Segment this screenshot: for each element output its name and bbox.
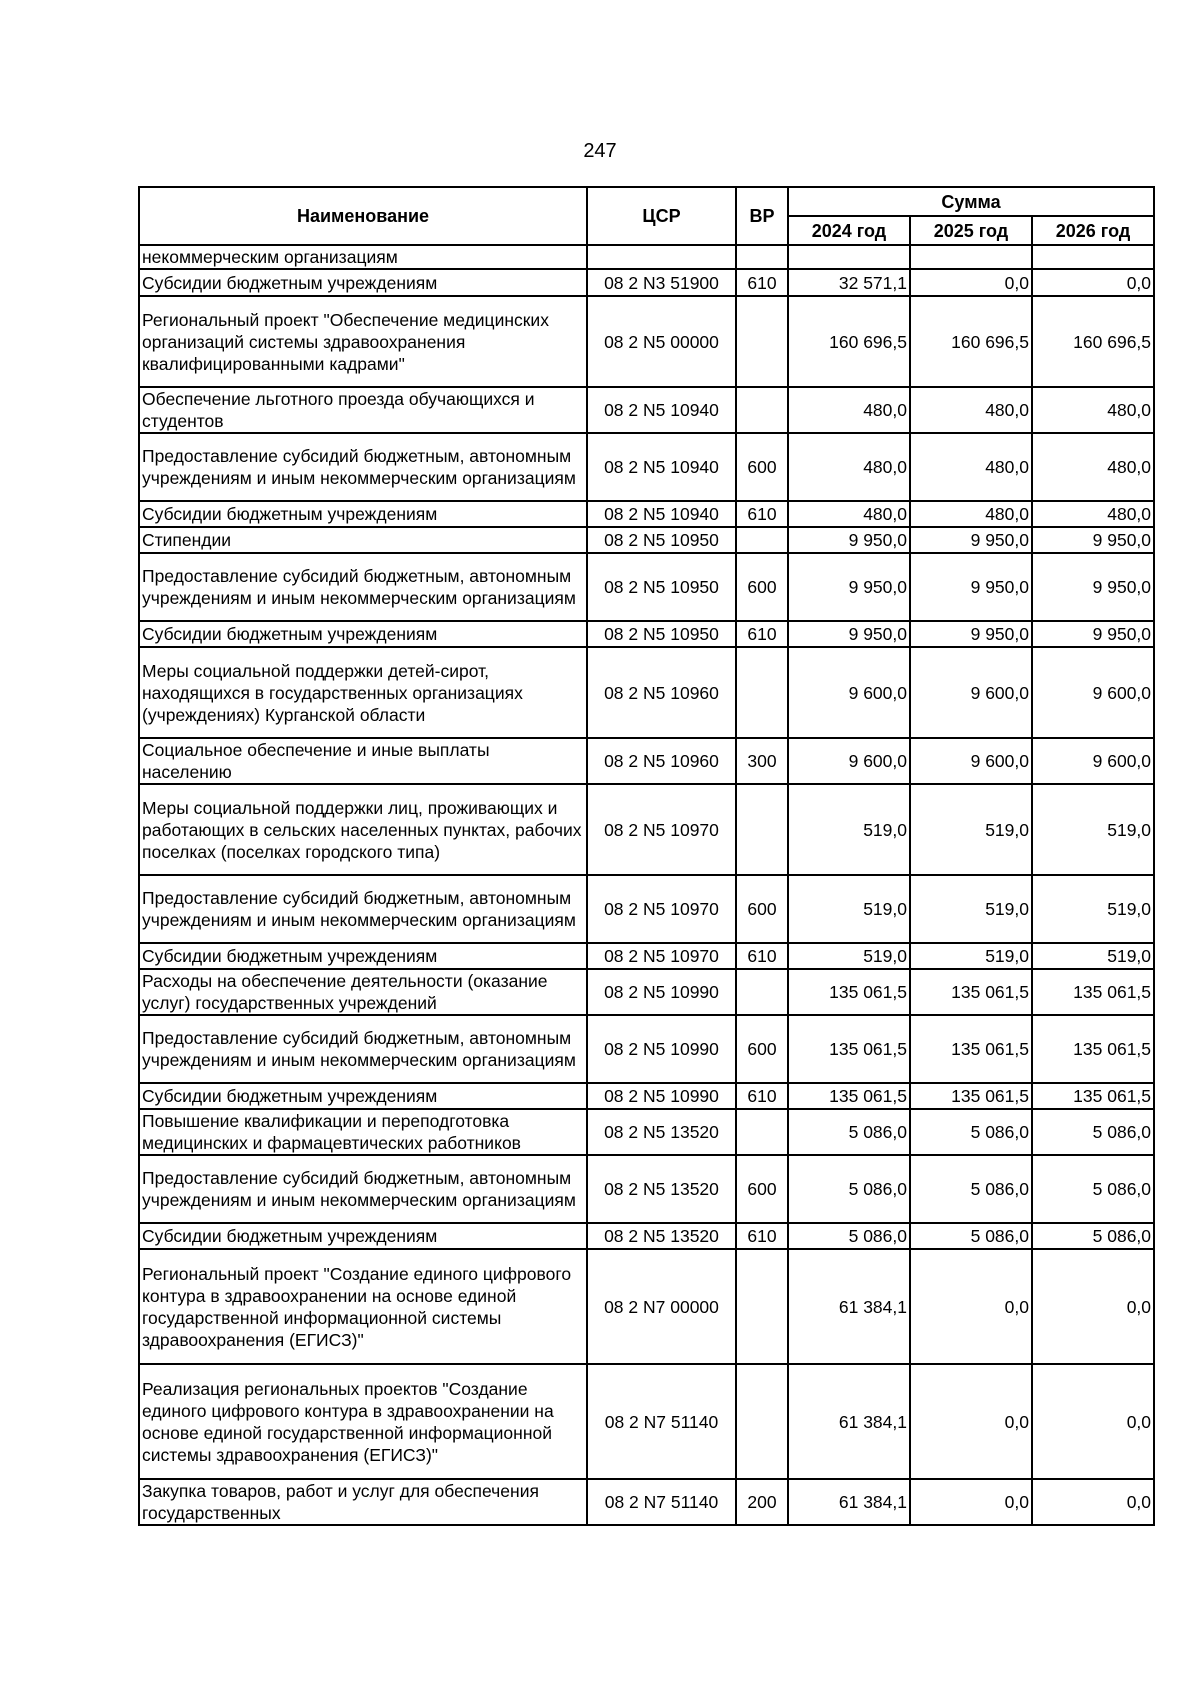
table-row [139,621,1154,647]
row-2026-cell: 9 600,0 [1032,738,1154,784]
table-body [139,245,1154,1525]
row-vr-cell: 600 [736,553,788,621]
row-2024-cell: 5 086,0 [788,1155,910,1223]
row-2026-cell: 519,0 [1032,784,1154,875]
header-2024: 2024 год [788,216,910,245]
header-sum: Сумма [788,187,1154,216]
row-2024-cell: 9 600,0 [788,647,910,738]
row-csr-cell: 08 2 N5 10990 [587,1015,736,1083]
row-name-cell: Меры социальной поддержки лиц, проживающих и работающих в сельских населенных пунктах, рабочих поселках (поселках городского типа) [139,784,587,875]
row-2025-cell: 9 600,0 [910,647,1032,738]
row-2024-cell: 135 061,5 [788,969,910,1015]
row-vr-cell: 610 [736,621,788,647]
row-2025-cell: 519,0 [910,784,1032,875]
row-2024-cell: 519,0 [788,943,910,969]
row-2025-cell: 135 061,5 [910,969,1032,1015]
row-2025-cell: 0,0 [910,1479,1032,1525]
table-row [139,1109,1154,1155]
row-2024-cell: 61 384,1 [788,1249,910,1364]
row-2024-cell: 135 061,5 [788,1015,910,1083]
row-2024-cell: 61 384,1 [788,1479,910,1525]
row-vr-cell: 610 [736,501,788,527]
row-csr-cell: 08 2 N7 51140 [587,1364,736,1479]
row-2024-cell: 9 950,0 [788,553,910,621]
table-row [139,647,1154,738]
row-2024-cell: 480,0 [788,501,910,527]
row-vr-cell [736,784,788,875]
row-vr-cell: 610 [736,1083,788,1109]
row-name-cell: Закупка товаров, работ и услуг для обеспечения государственных [139,1479,587,1525]
row-name-cell: Реализация региональных проектов "Создание единого цифрового контура в здравоохранении на основе единой государственной информационной системы здравоохранения (ЕГИСЗ)" [139,1364,587,1479]
header-2025: 2025 год [910,216,1032,245]
row-csr-cell: 08 2 N5 10950 [587,553,736,621]
row-2025-cell: 480,0 [910,501,1032,527]
row-csr-cell: 08 2 N5 10950 [587,621,736,647]
row-vr-cell [736,527,788,553]
table-row [139,245,1154,269]
row-2024-cell [788,245,910,269]
row-csr-cell: 08 2 N5 13520 [587,1155,736,1223]
row-vr-cell [736,296,788,387]
row-csr-cell: 08 2 N7 51140 [587,1479,736,1525]
table-row [139,943,1154,969]
row-vr-cell: 610 [736,1223,788,1249]
row-csr-cell: 08 2 N5 10970 [587,784,736,875]
table-row [139,1015,1154,1083]
row-vr-cell: 200 [736,1479,788,1525]
row-2026-cell: 0,0 [1032,1479,1154,1525]
table-row [139,875,1154,943]
row-2024-cell: 480,0 [788,433,910,501]
row-name-cell: Социальное обеспечение и иные выплаты населению [139,738,587,784]
row-2026-cell: 160 696,5 [1032,296,1154,387]
row-2025-cell: 5 086,0 [910,1155,1032,1223]
row-csr-cell: 08 2 N5 10940 [587,501,736,527]
row-vr-cell [736,1249,788,1364]
row-2025-cell: 135 061,5 [910,1015,1032,1083]
row-2026-cell: 135 061,5 [1032,1083,1154,1109]
row-2025-cell: 5 086,0 [910,1223,1032,1249]
row-2026-cell: 9 950,0 [1032,553,1154,621]
row-vr-cell [736,245,788,269]
row-2024-cell: 5 086,0 [788,1109,910,1155]
table-row [139,433,1154,501]
table-row [139,527,1154,553]
table-row [139,1155,1154,1223]
row-vr-cell: 610 [736,269,788,296]
header-csr: ЦСР [587,187,736,245]
row-vr-cell: 600 [736,1155,788,1223]
row-name-cell: Субсидии бюджетным учреждениям [139,1083,587,1109]
row-csr-cell: 08 2 N5 10960 [587,738,736,784]
row-2026-cell: 5 086,0 [1032,1109,1154,1155]
row-name-cell: Субсидии бюджетным учреждениям [139,501,587,527]
row-vr-cell: 600 [736,433,788,501]
row-csr-cell: 08 2 N5 10950 [587,527,736,553]
row-2024-cell: 32 571,1 [788,269,910,296]
row-name-cell: Предоставление субсидий бюджетным, автономным учреждениям и иным некоммерческим организациям [139,1155,587,1223]
row-2026-cell: 9 600,0 [1032,647,1154,738]
row-vr-cell: 300 [736,738,788,784]
row-name-cell: Обеспечение льготного проезда обучающихся и студентов [139,387,587,433]
row-name-cell: Субсидии бюджетным учреждениям [139,621,587,647]
row-2025-cell: 160 696,5 [910,296,1032,387]
row-csr-cell: 08 2 N7 00000 [587,1249,736,1364]
row-vr-cell [736,1364,788,1479]
table-row [139,1479,1154,1525]
row-2025-cell: 9 950,0 [910,527,1032,553]
row-csr-cell: 08 2 N5 10970 [587,875,736,943]
table-row [139,738,1154,784]
row-vr-cell: 610 [736,943,788,969]
row-csr-cell: 08 2 N5 00000 [587,296,736,387]
row-2026-cell: 135 061,5 [1032,1015,1154,1083]
header-vr: ВР [736,187,788,245]
table-row [139,1249,1154,1364]
row-2024-cell: 519,0 [788,875,910,943]
row-name-cell: Региональный проект "Создание единого цифрового контура в здравоохранении на основе единой государственной информационной системы здравоохранения (ЕГИСЗ)" [139,1249,587,1364]
row-vr-cell [736,647,788,738]
row-2025-cell: 0,0 [910,1249,1032,1364]
row-2024-cell: 519,0 [788,784,910,875]
row-name-cell: Субсидии бюджетным учреждениям [139,269,587,296]
table-row [139,1083,1154,1109]
row-2026-cell: 480,0 [1032,433,1154,501]
table-row [139,784,1154,875]
budget-table [138,186,1155,1526]
row-csr-cell: 08 2 N5 10940 [587,433,736,501]
row-2024-cell: 9 950,0 [788,527,910,553]
row-2025-cell: 480,0 [910,387,1032,433]
row-name-cell: Предоставление субсидий бюджетным, автономным учреждениям и иным некоммерческим организациям [139,1015,587,1083]
table-row [139,969,1154,1015]
row-csr-cell: 08 2 N5 10960 [587,647,736,738]
row-name-cell: Субсидии бюджетным учреждениям [139,1223,587,1249]
row-csr-cell: 08 2 N5 13520 [587,1109,736,1155]
table-row [139,501,1154,527]
row-csr-cell: 08 2 N5 10990 [587,969,736,1015]
row-csr-cell: 08 2 N5 10940 [587,387,736,433]
table-row [139,1223,1154,1249]
row-name-cell: Предоставление субсидий бюджетным, автономным учреждениям и иным некоммерческим организациям [139,875,587,943]
row-2024-cell: 135 061,5 [788,1083,910,1109]
row-csr-cell: 08 2 N5 13520 [587,1223,736,1249]
row-2024-cell: 9 600,0 [788,738,910,784]
row-name-cell: Региональный проект "Обеспечение медицинских организаций системы здравоохранения квалифицированными кадрами" [139,296,587,387]
table-row [139,387,1154,433]
row-csr-cell [587,245,736,269]
row-name-cell: Субсидии бюджетным учреждениям [139,943,587,969]
row-vr-cell [736,969,788,1015]
row-2026-cell [1032,245,1154,269]
row-vr-cell: 600 [736,875,788,943]
row-2024-cell: 9 950,0 [788,621,910,647]
row-name-cell: Предоставление субсидий бюджетным, автономным учреждениям и иным некоммерческим организациям [139,433,587,501]
row-name-cell: Повышение квалификации и переподготовка медицинских и фармацевтических работников [139,1109,587,1155]
row-vr-cell [736,387,788,433]
row-2024-cell: 61 384,1 [788,1364,910,1479]
row-vr-cell [736,1109,788,1155]
row-csr-cell: 08 2 N3 51900 [587,269,736,296]
row-name-cell: некоммерческим организациям [139,245,587,269]
row-2026-cell: 480,0 [1032,387,1154,433]
row-csr-cell: 08 2 N5 10990 [587,1083,736,1109]
page-number: 247 [583,140,617,162]
row-2026-cell: 519,0 [1032,875,1154,943]
row-2026-cell: 9 950,0 [1032,527,1154,553]
row-2025-cell: 0,0 [910,269,1032,296]
row-2025-cell: 519,0 [910,943,1032,969]
row-2025-cell: 5 086,0 [910,1109,1032,1155]
row-csr-cell: 08 2 N5 10970 [587,943,736,969]
row-vr-cell: 600 [736,1015,788,1083]
row-2024-cell: 480,0 [788,387,910,433]
table-row [139,553,1154,621]
row-2026-cell: 0,0 [1032,1364,1154,1479]
row-2026-cell: 5 086,0 [1032,1155,1154,1223]
row-2025-cell: 9 600,0 [910,738,1032,784]
row-2025-cell: 9 950,0 [910,553,1032,621]
row-2025-cell: 9 950,0 [910,621,1032,647]
row-name-cell: Меры социальной поддержки детей-сирот, находящихся в государственных организациях (учреждениях) Курганской области [139,647,587,738]
header-name: Наименование [139,187,587,245]
header-2026: 2026 год [1032,216,1154,245]
row-2026-cell: 9 950,0 [1032,621,1154,647]
row-2026-cell: 5 086,0 [1032,1223,1154,1249]
row-2025-cell: 519,0 [910,875,1032,943]
row-2026-cell: 0,0 [1032,1249,1154,1364]
table-row [139,296,1154,387]
row-2024-cell: 5 086,0 [788,1223,910,1249]
row-2025-cell [910,245,1032,269]
table-row [139,269,1154,296]
row-2026-cell: 0,0 [1032,269,1154,296]
row-2024-cell: 160 696,5 [788,296,910,387]
row-2025-cell: 0,0 [910,1364,1032,1479]
row-2025-cell: 480,0 [910,433,1032,501]
row-name-cell: Предоставление субсидий бюджетным, автономным учреждениям и иным некоммерческим организациям [139,553,587,621]
row-2026-cell: 480,0 [1032,501,1154,527]
row-2025-cell: 135 061,5 [910,1083,1032,1109]
row-2026-cell: 519,0 [1032,943,1154,969]
table-row [139,1364,1154,1479]
row-2026-cell: 135 061,5 [1032,969,1154,1015]
row-name-cell: Стипендии [139,527,587,553]
row-name-cell: Расходы на обеспечение деятельности (оказание услуг) государственных учреждений [139,969,587,1015]
